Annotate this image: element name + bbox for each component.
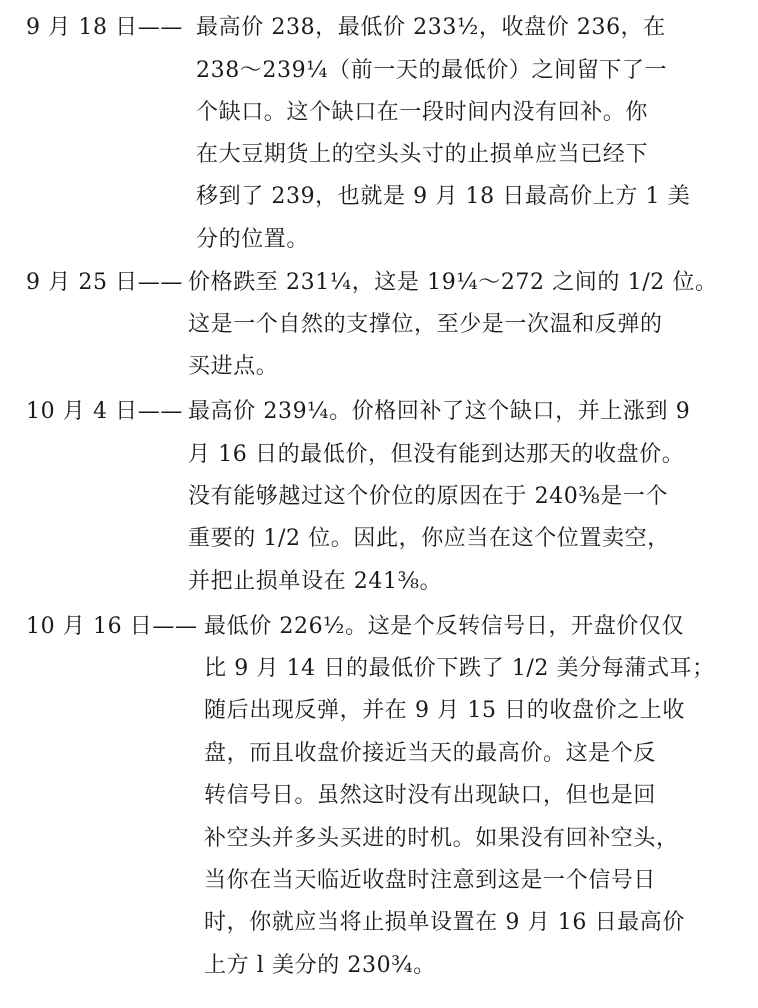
entry-text-line: 月 16 日的最低价，但没有能到达那天的收盘价。 [188,442,685,467]
entry-date: 10 月 4 日—— [26,399,183,424]
entry-text-line: 盘，而且收盘价接近当天的最高价。这是个反 [204,741,657,766]
entry-text-line: 比 9 月 14 日的最低价下跌了 1/2 美分每蒲式耳； [204,656,715,681]
entry-text-line: 这是一个自然的支撑位，至少是一次温和反弹的 [188,312,663,337]
entry-text-line: 在大豆期货上的空头头寸的止损单应当已经下 [196,142,649,167]
entry-text-line: 当你在当天临近收盘时注意到这是一个信号日 [204,868,657,893]
entry-text-line: 最高价 238，最低价 233½，收盘价 236，在 [196,15,666,40]
entry-text-line: 重要的 1/2 位。因此，你应当在这个位置卖空， [188,526,670,551]
entry-text-line: 最高价 239¼。价格回补了这个缺口，并上涨到 9 [188,399,691,424]
entry-text-line: 最低价 226½。这是个反转信号日，开盘价仅仅 [204,614,685,639]
entry-text-line: 价格跌至 231¼，这是 19¼～272 之间的 1/2 位。 [188,270,718,295]
entry-text-line: 上方 l 美分的 230¾。 [204,953,436,978]
entry-date: 9 月 18 日—— [26,15,183,40]
entry-text-line: 补空头并多头买进的时机。如果没有回补空头， [204,826,679,851]
entry-text-line: 时，你就应当将止损单设置在 9 月 16 日最高价 [204,910,685,935]
entry-text-line: 随后出现反弹，并在 9 月 15 日的收盘价之上收 [204,698,685,723]
entry-date: 10 月 16 日—— [26,614,198,639]
entry-text-line: 买进点。 [188,354,279,379]
entry-text-line: 转信号日。虽然这时没有出现缺口，但也是回 [204,783,657,808]
entry-text-line: 238～239¼（前一天的最低价）之间留下了一 [196,58,668,83]
entry-text-line: 移到了 239，也就是 9 月 18 日最高价上方 1 美 [196,184,691,209]
entry-text-line: 个缺口。这个缺口在一段时间内没有回补。你 [196,100,649,125]
entry-text-line: 没有能够越过这个价位的原因在于 240⅜是一个 [188,484,669,509]
entry-date: 9 月 25 日—— [26,270,183,295]
entry-text-line: 分的位置。 [196,227,310,252]
entry-text-line: 并把止损单设在 241⅜。 [188,569,443,594]
